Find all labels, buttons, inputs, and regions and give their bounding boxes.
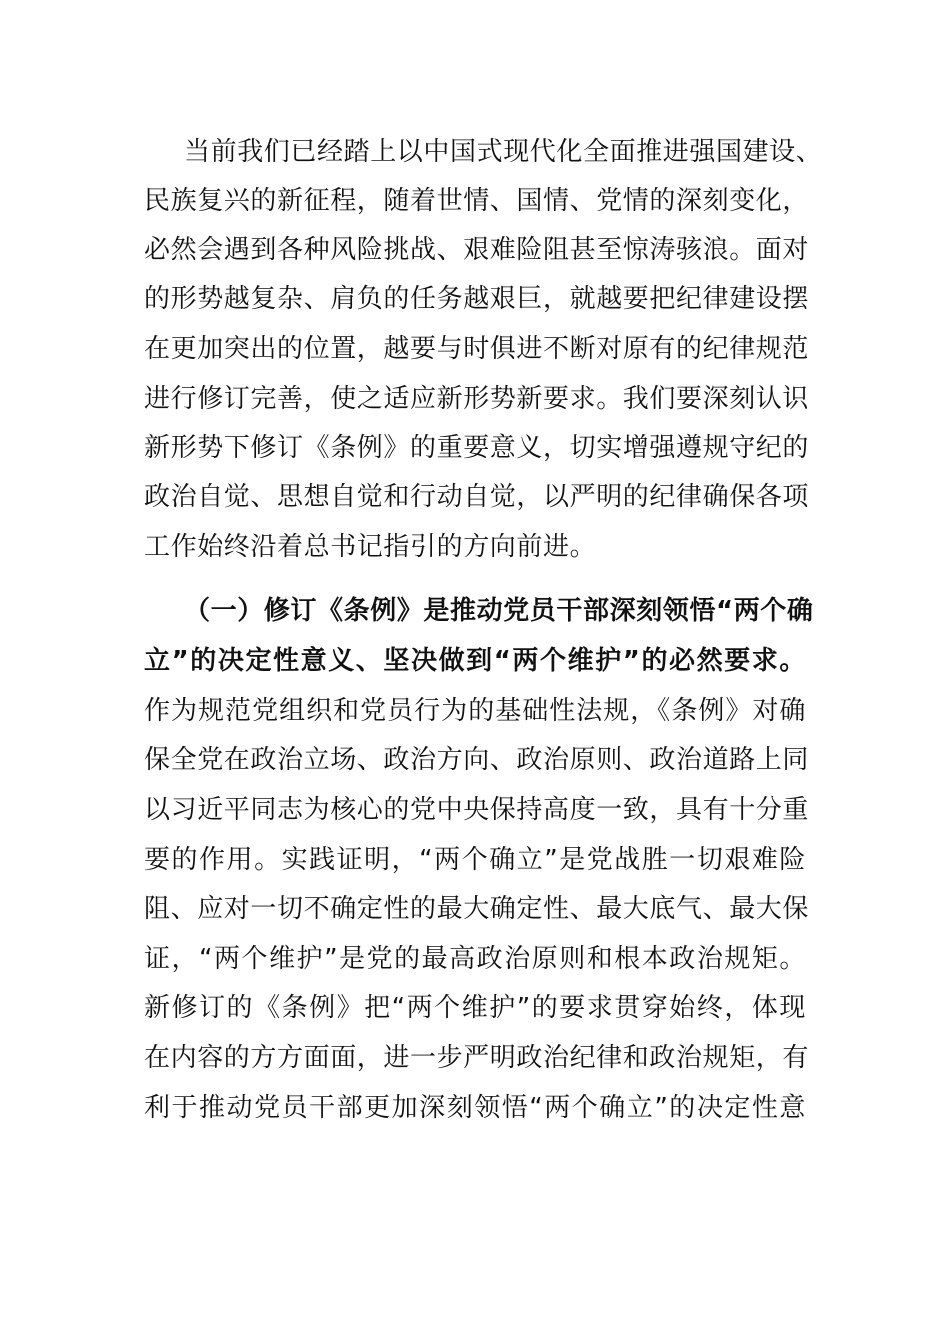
paragraph-1-line-5: 在更加突出的位置，越要与时俱进不断对原有的纪律规范 [144, 334, 810, 364]
paragraph-2-line-3: 以习近平同志为核心的党中央保持高度一致，具有十分重 [144, 795, 810, 825]
paragraph-2-line-7: 新修订的《条例》把“两个维护”的要求贯穿始终，体现 [144, 993, 806, 1023]
paragraph-1-line-4: 的形势越复杂、肩负的任务越艰巨，就越要把纪律建设摆 [144, 284, 810, 314]
paragraph-1-line-2: 民族复兴的新征程，随着世情、国情、党情的深刻变化， [144, 186, 810, 216]
paragraph-2-line-8: 在内容的方方面面，进一步严明政治纪律和政治规矩，有 [144, 1043, 810, 1073]
paragraph-2-line-6: 证，“两个维护”是党的最高政治原则和根本政治规矩。 [144, 944, 806, 974]
paragraph-2-line-4: 要的作用。实践证明，“两个确立”是党战胜一切艰难险 [144, 845, 806, 875]
paragraph-1-line-1: 当前我们已经踏上以中国式现代化全面推进强国建设、 [184, 137, 823, 167]
paragraph-2-line-1: 作为规范党组织和党员行为的基础性法规，《条例》对确 [144, 696, 806, 726]
paragraph-1-line-8: 政治自觉、思想自觉和行动自觉，以严明的纪律确保各项 [144, 482, 810, 512]
paragraph-1-line-7: 新形势下修订《条例》的重要意义，切实增强遵规守纪的 [144, 433, 810, 463]
paragraph-1-line-9: 工作始终沿着总书记指引的方向前进。 [144, 532, 597, 562]
section-heading-line-2: 立”的决定性意义、坚决做到“两个维护”的必然要求。 [144, 646, 806, 676]
paragraph-1-line-6: 进行修订完善，使之适应新形势新要求。我们要深刻认识 [144, 384, 810, 414]
paragraph-2-line-5: 阻、应对一切不确定性的最大确定性、最大底气、最大保 [144, 894, 810, 924]
section-heading-line-1: （一）修订《条例》是推动党员干部深刻领悟“两个确 [184, 596, 814, 626]
paragraph-2-line-2: 保全党在政治立场、政治方向、政治原则、政治道路上同 [144, 745, 810, 775]
paragraph-1-line-3: 必然会遇到各种风险挑战、艰难险阻甚至惊涛骇浪。面对 [144, 235, 810, 265]
paragraph-2-line-9: 利于推动党员干部更加深刻领悟“两个确立”的决定性意 [144, 1093, 806, 1123]
